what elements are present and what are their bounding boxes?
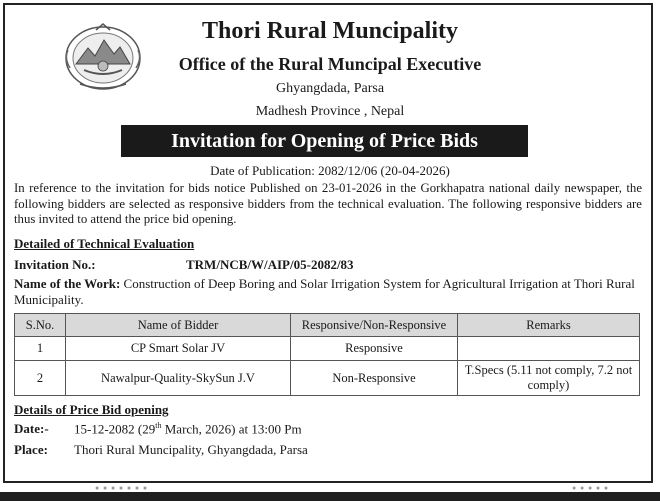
- work-name-row: [14, 276, 642, 308]
- place-label: Place:: [14, 442, 48, 457]
- cell-status: Non-Responsive: [291, 361, 458, 396]
- technical-evaluation-heading: Detailed of Technical Evaluation: [14, 236, 195, 251]
- table-row: [15, 337, 640, 361]
- publication-date: Date of Publication: 2082/12/06 (20-04-2026): [210, 163, 450, 178]
- work-description: Construction of Deep Boring and Solar Irrigation System for Agricultural Irrigation at Thori Rural Municipality.: [14, 276, 635, 307]
- cell-sno: 2: [15, 361, 66, 396]
- print-registration-marks: ● ● ● ● ● ● ●: [95, 484, 149, 492]
- col-responsive: Responsive/Non-Responsive: [291, 314, 458, 337]
- work-label: Name of the Work:: [14, 276, 121, 291]
- col-sno: S.No.: [15, 314, 66, 337]
- date-label: Date:-: [14, 421, 49, 436]
- price-bid-opening-heading: Details of Price Bid opening: [14, 402, 169, 417]
- cell-remarks: [458, 337, 640, 361]
- print-registration-marks: ● ● ● ● ●: [572, 484, 610, 492]
- invitation-label: Invitation No.:: [14, 257, 96, 272]
- col-remarks: Remarks: [458, 314, 640, 337]
- invitation-number: TRM/NCB/W/AIP/05-2082/83: [186, 257, 354, 272]
- page-bottom-bar: [0, 492, 660, 501]
- office-name: Office of the Rural Muncipal Executive: [178, 54, 482, 74]
- municipality-name: Thori Rural Muncipality: [201, 18, 459, 44]
- col-bidder: Name of Bidder: [66, 314, 291, 337]
- cell-bidder: CP Smart Solar JV: [66, 337, 291, 361]
- address-line-2: Madhesh Province , Nepal: [255, 104, 405, 119]
- cell-remarks: T.Specs (5.11 not comply, 7.2 not comply): [458, 361, 640, 396]
- cell-status: Responsive: [291, 337, 458, 361]
- opening-date: 15-12-2082 (29th March, 2026) at 13:00 Pm: [74, 421, 302, 437]
- cell-sno: 1: [15, 337, 66, 361]
- opening-date-row: [14, 421, 302, 437]
- address-line-1: Ghyangdada, Parsa: [275, 81, 385, 96]
- notice-title-banner: Invitation for Opening of Price Bids: [121, 125, 528, 157]
- opening-place-row: [14, 442, 308, 458]
- cell-bidder: Nawalpur-Quality-SkySun J.V: [66, 361, 291, 396]
- table-row: [15, 361, 640, 396]
- bidders-table: [14, 313, 640, 396]
- invitation-number-row: [14, 257, 354, 273]
- intro-paragraph: In reference to the invitation for bids notice Published on 23-01-2026 in the Gorkhapatra national daily newspaper, the following bidders are selected as responsive bidders from the technical evaluation. The following responsive bidders are thus invited to attend the price bid opening.: [14, 181, 642, 226]
- opening-place: Thori Rural Muncipality, Ghyangdada, Parsa: [74, 442, 308, 457]
